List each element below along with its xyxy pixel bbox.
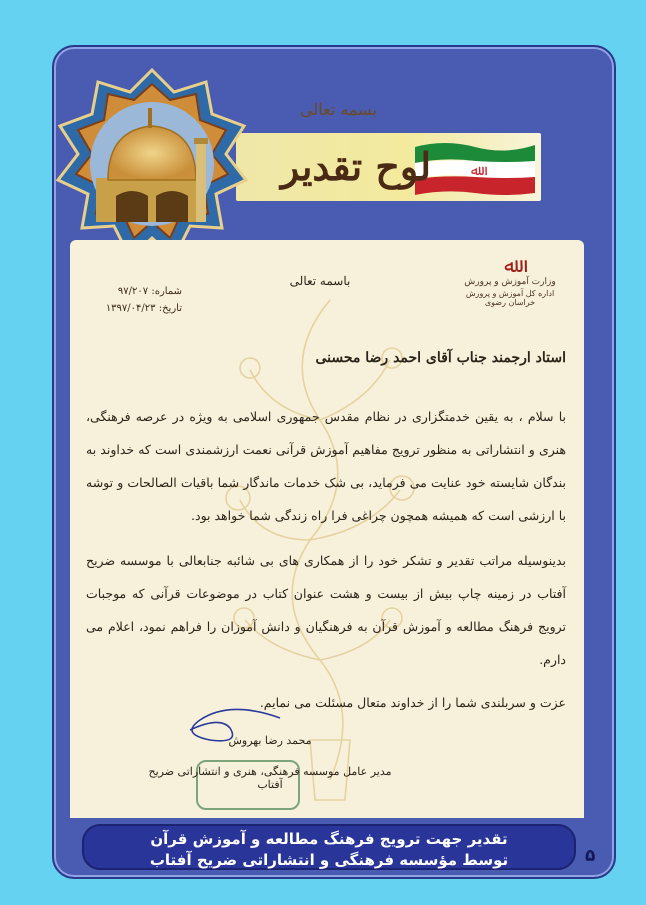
signer-block (140, 734, 400, 791)
page-number: ۵ (585, 846, 596, 866)
iran-emblem-icon: ﷲ (504, 253, 516, 277)
salutation: استاد ارجمند جناب آقای احمد رضا محسنی (315, 350, 566, 366)
caption-line-1: تقدیر جهت ترویج فرهنگ مطالعه و آموزش قرآن (150, 830, 508, 848)
reference-block (92, 283, 182, 317)
shrine-medallion-icon (56, 68, 248, 268)
page-caption (82, 824, 576, 870)
bismillah: باسمه تعالی (289, 274, 351, 288)
title-banner (236, 133, 541, 201)
signer-title: مدیر عامل موسسه فرهنگی، هنری و انتشاراتی ضریح آفتاب (148, 765, 392, 791)
reference-date: تاریخ: ۱۳۹۷/۰۴/۲۳ (105, 303, 182, 314)
ministry-logo (455, 255, 565, 307)
reference-number: شماره: ۹۷/۲۰۷ (117, 286, 182, 297)
signer-name: محمد رضا بهروش (228, 734, 312, 747)
ministry-department: اداره کل آموزش و پرورش خراسان رضوی (465, 289, 555, 307)
ministry-name: وزارت آموزش و پرورش (464, 277, 556, 287)
certificate-title: لوح تقدیر (280, 144, 432, 189)
letter-body (86, 350, 566, 718)
letter-paragraph-1: با سلام ، به یقین خدمتگزاری در نظام مقدس جمهوری اسلامی به ویژه در عرصه فرهنگی، هنری و انتشاراتی به منظور ترویج مفاهیم آموزش قرآنی نعمت ارزشمندی است که خداوند به بندگان شایسته خود عنایت می فرماید، بی شک خدمات ماندگار شما باقیات الصالحات و توشه با ارزشی است که همیشه همچون چراغی فرا راه زندگی شما خواهد بود. (86, 409, 566, 523)
banner-calligraphy: بسمه تعالی (300, 100, 377, 119)
letter-closing: عزت و سربلندی شما را از خداوند متعال مسئلت می نمایم. (259, 695, 566, 710)
letter-paragraph-2: بدینوسیله مراتب تقدیر و تشکر خود را از همکاری های بی شائبه جنابعالی با موسسه ضریح آفتاب در زمینه چاپ بیش از بیست و هشت عنوان کتاب در موضوعات قرآنی که موجبات ترویج فرهنگ مطالعه و آموزش قرآن به فرهنگیان و دانش آموزان را فراهم نمود، اعلام می دارم. (86, 553, 566, 667)
caption-line-2: توسط مؤسسه فرهنگی و انتشاراتی ضریح آفتاب (149, 851, 509, 869)
svg-text:ﷲ: ﷲ (470, 163, 480, 179)
